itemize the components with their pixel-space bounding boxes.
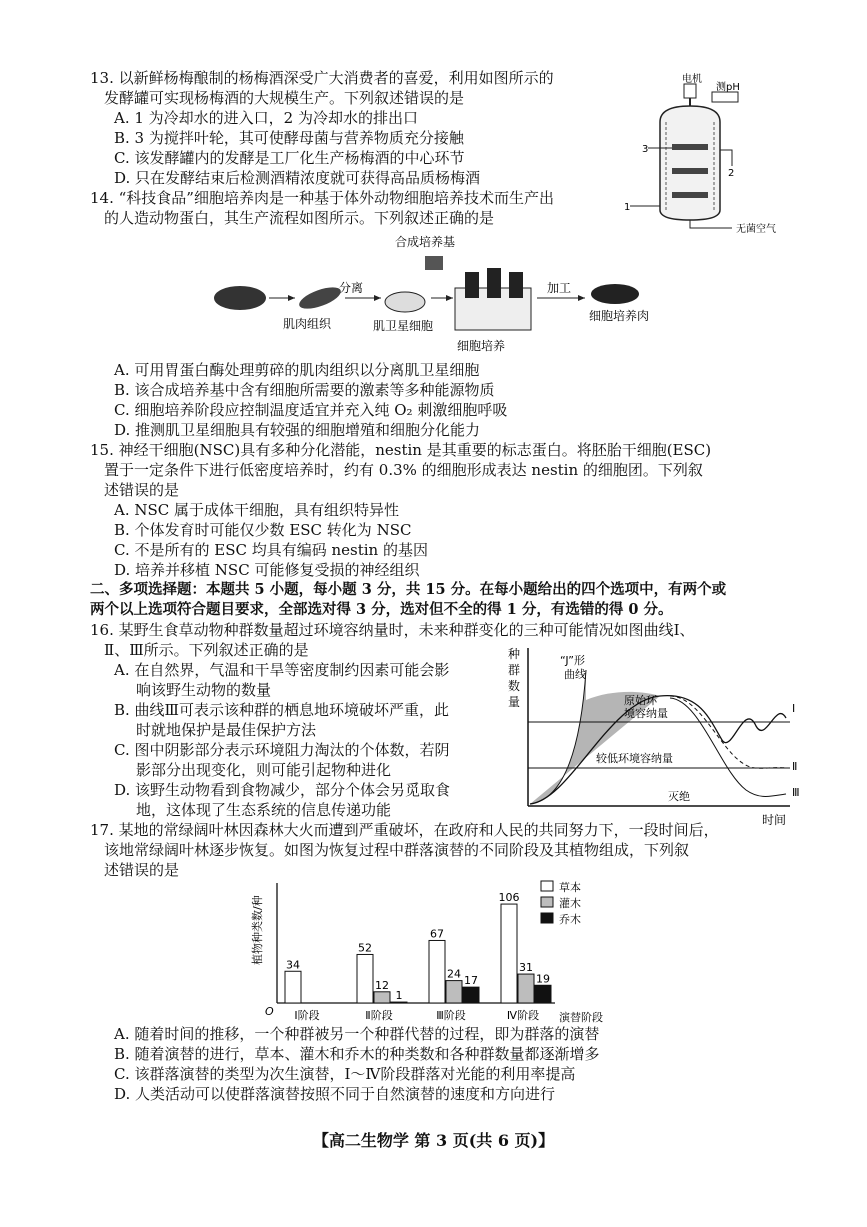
curve-3 bbox=[670, 698, 786, 797]
q17-stem-line1: 17. 某地的常绿阔叶林因森林大火而遭到严重破坏，在政府和人民的共同努力下，一段时间后， bbox=[90, 821, 719, 839]
category-tick-label: Ⅱ阶段 bbox=[365, 1009, 393, 1022]
bar-草本-3 bbox=[429, 940, 445, 1003]
chart-origin: O bbox=[265, 1005, 274, 1018]
bioreactor-3 bbox=[509, 272, 523, 298]
impeller-2 bbox=[672, 168, 708, 174]
bar-data-label: 17 bbox=[464, 974, 478, 988]
low-capacity-label: 较低环境容纳量 bbox=[596, 752, 673, 765]
curve-3-label: Ⅲ bbox=[792, 786, 800, 799]
q16-option-b-line2: 时就地保护是最佳保护方法 bbox=[136, 721, 317, 739]
q16-option-d-line2: 地，这体现了生态系统的信息传递功能 bbox=[136, 801, 392, 819]
population-curve-figure bbox=[500, 640, 810, 830]
q15-stem-line2: 置于一定条件下进行低密度培养时，约有 0.3% 的细胞形成表达 nestin 的细胞团。下列叙 bbox=[104, 461, 703, 479]
category-tick-label: Ⅳ阶段 bbox=[506, 1009, 540, 1022]
orig-capacity-label-2: 境容纳量 bbox=[624, 707, 668, 720]
q17-stem-line3: 述错误的是 bbox=[104, 861, 180, 879]
q17-option-a: A. 随着时间的推移，一个种群被另一个种群代替的过程，即为群落的演替 bbox=[114, 1025, 600, 1043]
muscle-label: 肌肉组织 bbox=[283, 317, 332, 331]
q17-stem-line2: 该地常绿阔叶林逐步恢复。如图为恢复过程中群落演替的不同阶段及其植物组成，下列叙 bbox=[104, 841, 690, 859]
q16-option-b-line1: B. 曲线Ⅲ可表示该种群的栖息地环境破坏严重，此 bbox=[114, 701, 450, 719]
ph-meter bbox=[712, 92, 738, 102]
y-axis-char-1: 种 bbox=[508, 647, 521, 661]
q16-stem-line2: Ⅱ、Ⅲ所示。下列叙述正确的是 bbox=[104, 641, 309, 659]
category-tick-label: Ⅰ阶段 bbox=[294, 1009, 320, 1022]
q15-option-d: D. 培养并移植 NSC 可能修复受损的神经组织 bbox=[114, 561, 420, 579]
q13-option-b: B. 3 为搅拌叶轮，其可使酵母菌与营养物质充分接触 bbox=[114, 129, 464, 147]
cultured-meat-flow-figure bbox=[205, 228, 675, 358]
q13-stem-line1: 13. 以新鲜杨梅酿制的杨梅酒深受广大消费者的喜爱，利用如图所示的 bbox=[90, 69, 554, 87]
q16-option-c-line2: 影部分出现变化，则可能引起物种进化 bbox=[136, 761, 392, 779]
satellite-label: 肌卫星细胞 bbox=[373, 319, 434, 333]
q13-stem-line2: 发酵罐可实现杨梅酒的大规模生产。下列叙述错误的是 bbox=[104, 89, 465, 107]
bar-乔木-3 bbox=[463, 987, 479, 1003]
bar-data-label: 67 bbox=[430, 927, 444, 941]
section2-line2: 两个以上选项符合题目要求，全部选对得 3 分，选对但不全的得 1 分，有选错的得 0 分。 bbox=[90, 601, 673, 618]
pig-image bbox=[214, 286, 266, 310]
bioreactor-1 bbox=[465, 272, 479, 298]
synthetic-medium-label: 合成培养基 bbox=[395, 235, 456, 249]
j-curve-label-2: 曲线 bbox=[564, 668, 586, 681]
impeller-3 bbox=[672, 192, 708, 198]
separate-label: 分离 bbox=[339, 281, 364, 295]
q14-option-a: A. 可用胃蛋白酶处理剪碎的肌肉组织以分离肌卫星细胞 bbox=[114, 361, 480, 379]
muscle-image bbox=[297, 283, 344, 313]
air-pipe bbox=[690, 220, 732, 228]
y-axis-char-2: 群 bbox=[508, 663, 521, 677]
impeller-1 bbox=[672, 144, 708, 150]
bar-乔木-4 bbox=[535, 985, 551, 1003]
fermenter-ph-label: 测pH bbox=[716, 82, 740, 93]
shaded-resistance-area bbox=[530, 670, 660, 804]
chart-y-label: 植物种类数/种 bbox=[251, 895, 264, 965]
bar-草本-2 bbox=[357, 954, 373, 1003]
bioreactor-2 bbox=[487, 268, 501, 298]
bar-data-label: 31 bbox=[519, 961, 533, 975]
q17-option-c: C. 该群落演替的类型为次生演替，Ⅰ～Ⅳ阶段群落对光能的利用率提高 bbox=[114, 1065, 576, 1083]
bar-data-label: 19 bbox=[536, 972, 550, 986]
j-curve-label-1: “J”形 bbox=[560, 654, 585, 667]
fermenter-label-2: 2 bbox=[728, 168, 735, 179]
process-label: 加工 bbox=[547, 281, 572, 295]
x-axis-label: 时间 bbox=[762, 813, 787, 827]
section2-line1: 二、多项选择题：本题共 5 小题，每小题 3 分，共 15 分。在每小题给出的四个选项中，有两个或 bbox=[90, 581, 727, 598]
category-tick-label: Ⅲ阶段 bbox=[436, 1009, 466, 1022]
legend-swatch bbox=[541, 881, 553, 891]
medium-bottle bbox=[425, 256, 443, 270]
bar-乔木-2 bbox=[391, 1002, 407, 1003]
q16-option-a-line1: A. 在自然界，气温和干旱等密度制约因素可能会影 bbox=[114, 661, 450, 679]
bar-data-label: 1 bbox=[395, 989, 403, 1003]
q14-option-c: C. 细胞培养阶段应控制温度适宜并充入纯 O₂ 刺激细胞呼吸 bbox=[114, 401, 508, 419]
bar-data-label: 12 bbox=[375, 978, 389, 992]
q17-option-b: B. 随着演替的进行，草本、灌木和乔木的种类数和各种群数量都逐渐增多 bbox=[114, 1045, 600, 1063]
petri-dish bbox=[385, 292, 425, 312]
q16-stem-line1: 16. 某野生食草动物种群数量超过环境容纳量时，未来种群变化的三种可能情况如图曲线Ⅰ、 bbox=[90, 621, 695, 639]
bar-灌木-2 bbox=[374, 992, 390, 1003]
orig-capacity-label-1: 原始环 bbox=[624, 694, 657, 707]
bar-灌木-4 bbox=[518, 974, 534, 1003]
bar-data-label: 106 bbox=[498, 891, 520, 905]
curve-2-label: Ⅱ bbox=[792, 760, 798, 773]
meat-image bbox=[591, 284, 639, 304]
outlet-2-pipe bbox=[720, 150, 732, 166]
q13-option-d: D. 只在发酵结束后检测酒精浓度就可获得高品质杨梅酒 bbox=[114, 169, 481, 187]
q14-option-b: B. 该合成培养基中含有细胞所需要的激素等多种能源物质 bbox=[114, 381, 495, 399]
fermenter-label-3: 3 bbox=[642, 144, 649, 155]
q13-option-a: A. 1 为冷却水的进入口，2 为冷却水的排出口 bbox=[114, 109, 418, 127]
q15-option-c: C. 不是所有的 ESC 均具有编码 nestin 的基因 bbox=[114, 541, 428, 559]
q16-option-c-line1: C. 图中阴影部分表示环境阻力淘汰的个体数，若阴 bbox=[114, 741, 450, 759]
q15-option-b: B. 个体发育时可能仅少数 ESC 转化为 NSC bbox=[114, 521, 412, 539]
fermenter-figure bbox=[620, 60, 805, 240]
succession-bar-chart bbox=[245, 875, 635, 1025]
bar-草本-1 bbox=[285, 971, 301, 1003]
extinct-label: 灭绝 bbox=[668, 790, 690, 803]
q16-option-d-line1: D. 该野生动物看到食物减少，部分个体会另觅取食 bbox=[114, 781, 451, 799]
q17-option-d: D. 人类活动可以使群落演替按照不同于自然演替的速度和方向进行 bbox=[114, 1085, 556, 1103]
y-axis-char-3: 数 bbox=[508, 679, 521, 693]
page-footer: 【高二生物学 第 3 页(共 6 页)】 bbox=[312, 1131, 555, 1150]
q14-stem-line1: 14. “科技食品”细胞培养肉是一种基于体外动物细胞培养技术而生产出 bbox=[90, 189, 554, 207]
culture-label: 细胞培养 bbox=[457, 339, 506, 353]
bar-data-label: 24 bbox=[447, 967, 461, 981]
legend-label: 草本 bbox=[559, 881, 581, 894]
legend-label: 灌木 bbox=[559, 897, 581, 910]
legend-swatch bbox=[541, 913, 553, 923]
fermenter-air-label: 无菌空气 bbox=[736, 224, 776, 235]
bar-灌木-3 bbox=[446, 981, 462, 1003]
fermenter-vessel bbox=[660, 106, 720, 220]
q14-option-d: D. 推测肌卫星细胞具有较强的细胞增殖和细胞分化能力 bbox=[114, 421, 481, 439]
bar-data-label: 52 bbox=[358, 941, 372, 955]
bar-data-label: 34 bbox=[286, 958, 300, 972]
legend-swatch bbox=[541, 897, 553, 907]
legend-label: 乔木 bbox=[559, 913, 581, 926]
q15-stem-line1: 15. 神经干细胞(NSC)具有多种分化潜能，nestin 是其重要的标志蛋白。将胚胎干细胞(ESC) bbox=[90, 441, 712, 459]
q16-option-a-line2: 响该野生动物的数量 bbox=[136, 681, 272, 699]
meat-label: 细胞培养肉 bbox=[589, 309, 650, 323]
curve-1-label: Ⅰ bbox=[792, 702, 796, 715]
q15-stem-line3: 述错误的是 bbox=[104, 481, 180, 499]
fermenter-motor-label: 电机 bbox=[682, 74, 702, 85]
motor-box bbox=[684, 84, 696, 98]
q13-option-c: C. 该发酵罐内的发酵是工厂化生产杨梅酒的中心环节 bbox=[114, 149, 465, 167]
bar-草本-4 bbox=[501, 904, 517, 1003]
q15-option-a: A. NSC 属于成体干细胞，具有组织特异性 bbox=[114, 501, 400, 519]
chart-x-label: 演替阶段 bbox=[559, 1011, 603, 1024]
y-axis-char-4: 量 bbox=[508, 695, 521, 709]
fermenter-label-1: 1 bbox=[624, 202, 631, 213]
q14-stem-line2: 的人造动物蛋白，其生产流程如图所示。下列叙述正确的是 bbox=[104, 209, 495, 227]
